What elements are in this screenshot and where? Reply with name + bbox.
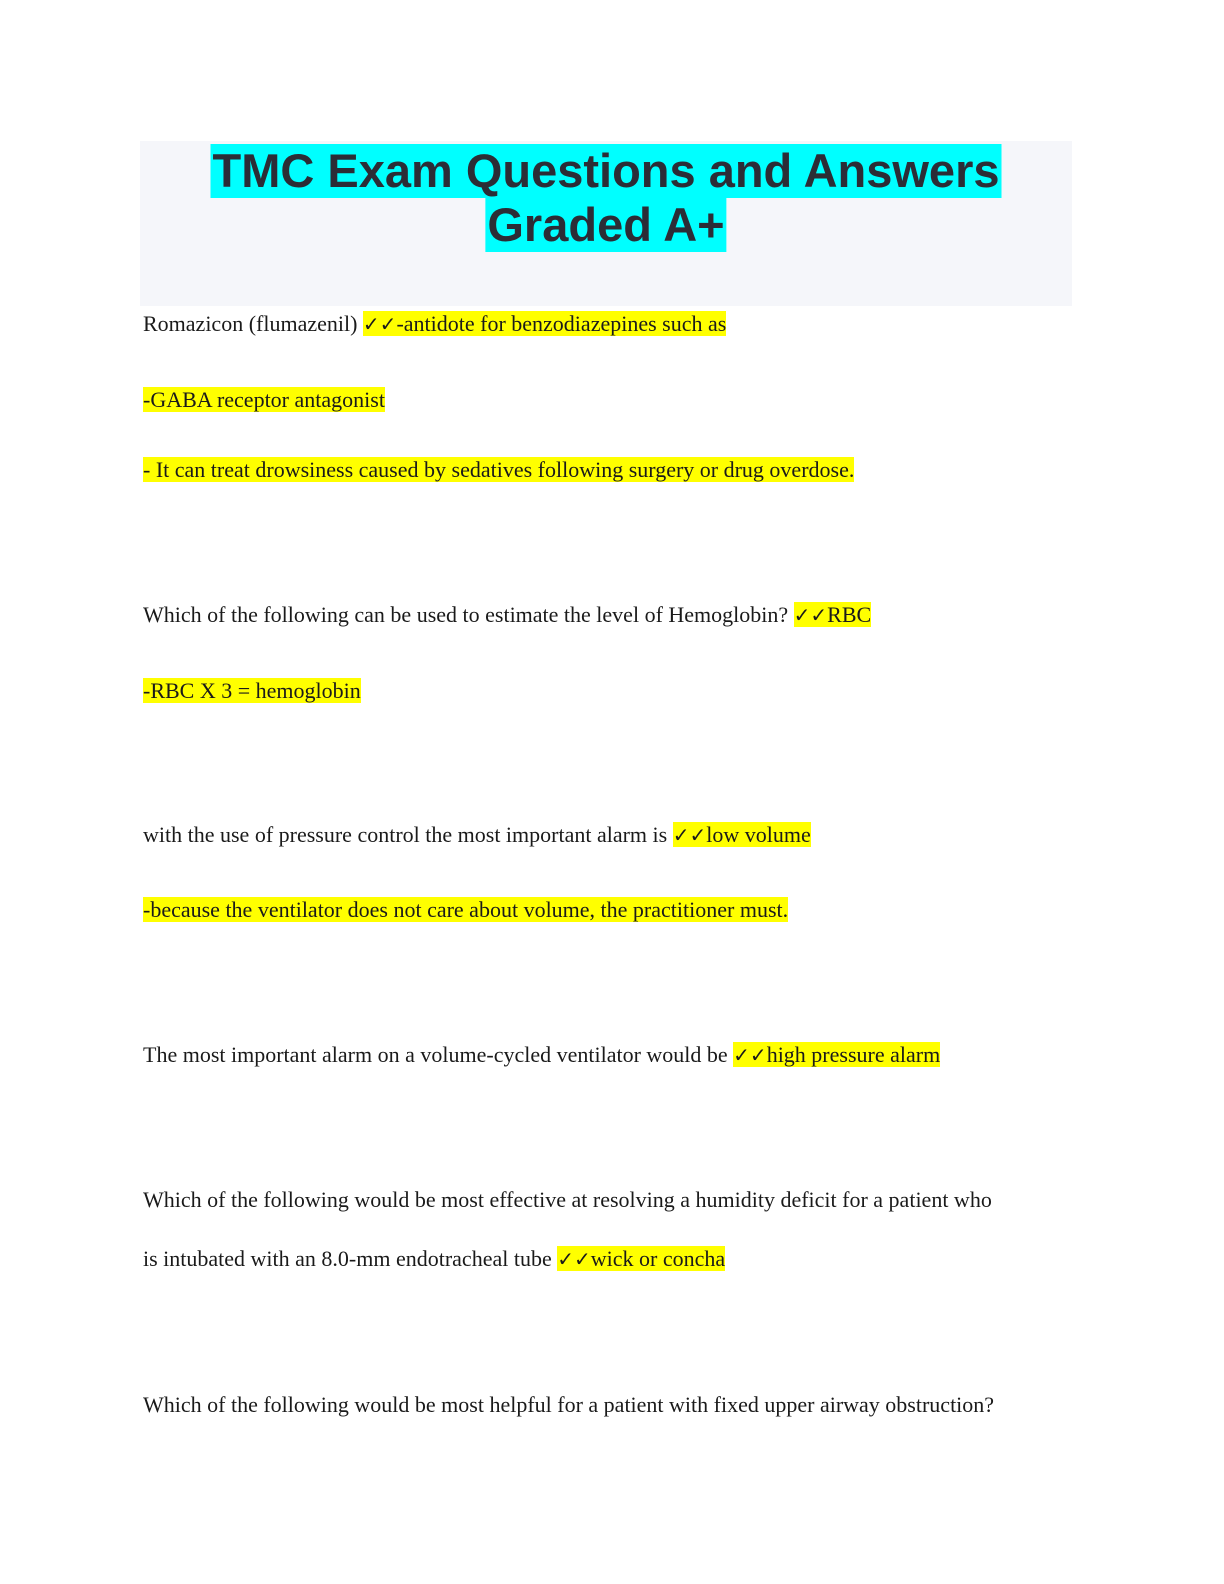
question-text: Romazicon (flumazenil) xyxy=(143,311,363,336)
answer-highlight xyxy=(794,602,872,627)
answer-detail-text: -GABA receptor antagonist xyxy=(143,387,385,412)
question-text: Which of the following would be most helpful for a patient with fixed upper airway obstruction? xyxy=(143,1392,995,1417)
answer-highlight xyxy=(363,311,726,336)
question-text: Which of the following can be used to estimate the level of Hemoglobin? xyxy=(143,602,794,627)
document-title-line-1: TMC Exam Questions and Answers xyxy=(212,144,1000,197)
question-text: Which of the following would be most effective at resolving a humidity deficit for a patient who xyxy=(143,1187,992,1212)
answer-detail-text: -because the ventilator does not care about volume, the practitioner must. xyxy=(143,897,789,922)
answer-text: -antidote for benzodiazepines such as xyxy=(396,311,727,336)
qa-item-hemoglobin xyxy=(143,601,871,629)
double-check-icon: ✓✓ xyxy=(733,1043,767,1067)
double-check-icon: ✓✓ xyxy=(793,603,828,627)
double-check-icon: ✓✓ xyxy=(362,312,397,336)
answer-detail-line xyxy=(143,677,361,705)
answer-text: low volume xyxy=(706,822,811,847)
double-check-icon: ✓✓ xyxy=(557,1247,591,1271)
document-title-line-2: Graded A+ xyxy=(487,198,725,251)
question-text: The most important alarm on a volume-cycled ventilator would be xyxy=(143,1042,734,1067)
answer-highlight xyxy=(557,1246,725,1271)
double-check-icon: ✓✓ xyxy=(672,823,707,847)
question-text: is intubated with an 8.0-mm endotracheal tube xyxy=(143,1246,558,1271)
answer-detail-line xyxy=(143,386,385,414)
qa-item-humidity-line-2 xyxy=(143,1245,725,1273)
answer-detail-text: - It can treat drowsiness caused by sedatives following surgery or drug overdose. xyxy=(143,457,855,482)
answer-highlight xyxy=(733,1042,940,1067)
answer-text: wick or concha xyxy=(590,1246,726,1271)
answer-text: RBC xyxy=(827,602,872,627)
title-box xyxy=(140,141,1072,306)
answer-text: high pressure alarm xyxy=(766,1042,941,1067)
qa-item-humidity-line-1 xyxy=(143,1186,992,1214)
answer-detail-text: -RBC X 3 = hemoglobin xyxy=(143,678,361,703)
qa-item-volume-cycled xyxy=(143,1041,940,1069)
qa-item-flumazenil xyxy=(143,310,726,338)
answer-highlight xyxy=(673,822,811,847)
qa-item-pressure-control xyxy=(143,821,811,849)
question-text: with the use of pressure control the most important alarm is xyxy=(143,822,673,847)
answer-detail-line xyxy=(143,456,854,484)
qa-item-airway-obstruction xyxy=(143,1391,994,1419)
answer-detail-line xyxy=(143,896,788,924)
